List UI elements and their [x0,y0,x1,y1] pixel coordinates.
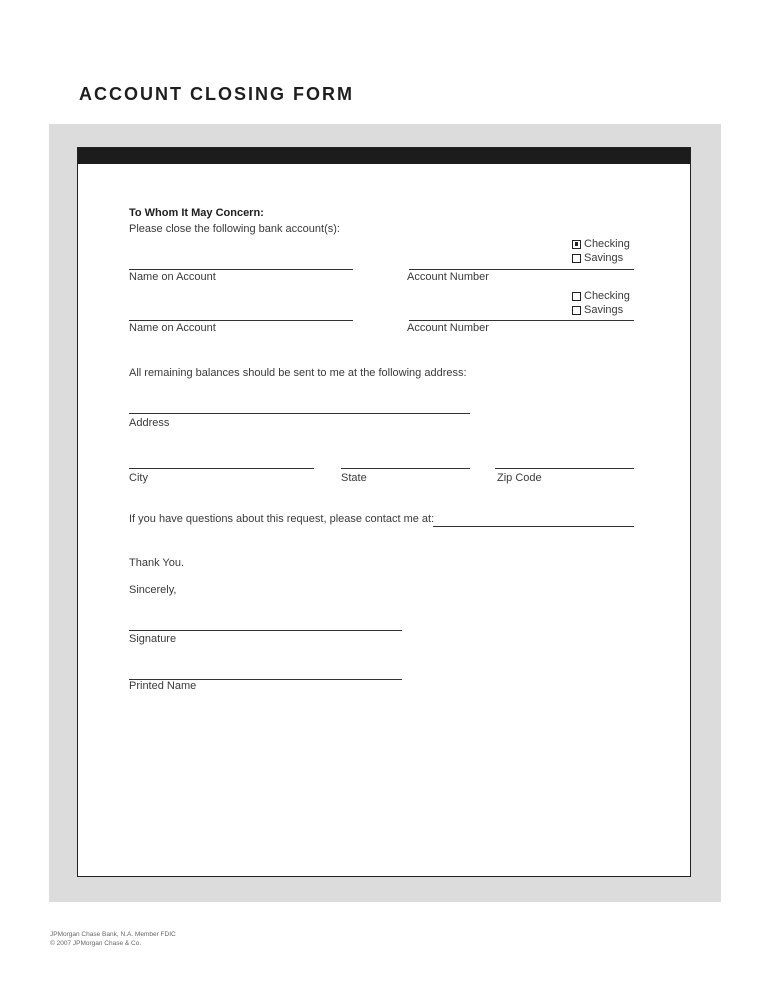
printed-name-label: Printed Name [129,680,197,692]
account-2-number-label: Account Number [407,322,489,334]
contact-field[interactable] [433,526,634,527]
account-1-number-field[interactable] [409,269,634,270]
city-label: City [129,472,148,484]
thank-you-text: Thank You. [129,557,185,569]
account-1-checking-option[interactable] [572,238,630,250]
signature-field[interactable] [129,630,402,631]
city-field[interactable] [129,468,314,469]
signature-label: Signature [129,633,177,645]
account-1-checking-label: Checking [584,238,630,250]
address-field[interactable] [129,413,470,414]
account-2-savings-option[interactable] [572,304,623,316]
account-1-name-label: Name on Account [129,271,216,283]
account-1-savings-option[interactable] [572,252,623,264]
contact-text: If you have questions about this request, please contact me at: [129,513,435,525]
sincerely-text: Sincerely, [129,584,177,596]
footer-line-1: JPMorgan Chase Bank, N.A. Member FDIC [50,931,176,938]
state-field[interactable] [341,468,470,469]
zip-code-label: Zip Code [497,472,542,484]
account-1-number-label: Account Number [407,271,489,283]
footer-line-2: © 2007 JPMorgan Chase & Co. [50,940,142,947]
page-title: ACCOUNT CLOSING FORM [79,84,354,104]
account-2-savings-checkbox[interactable] [572,306,581,315]
address-label: Address [129,417,170,429]
account-1-savings-label: Savings [584,252,624,264]
state-label: State [341,472,367,484]
form-header-bar [78,148,690,164]
account-2-checking-option[interactable] [572,290,630,302]
account-2-name-field[interactable] [129,320,353,321]
account-2-checking-checkbox[interactable] [572,292,581,301]
account-1-checking-checkbox[interactable] [572,240,581,249]
account-2-number-field[interactable] [409,320,634,321]
salutation: To Whom It May Concern: [129,207,264,219]
zip-code-field[interactable] [495,468,634,469]
account-2-savings-label: Savings [584,304,624,316]
request-text: Please close the following bank account(s): [129,223,340,235]
balances-text: All remaining balances should be sent to me at the following address: [129,367,467,379]
account-2-checking-label: Checking [584,290,630,302]
account-1-savings-checkbox[interactable] [572,254,581,263]
account-1-name-field[interactable] [129,269,353,270]
account-2-name-label: Name on Account [129,322,216,334]
